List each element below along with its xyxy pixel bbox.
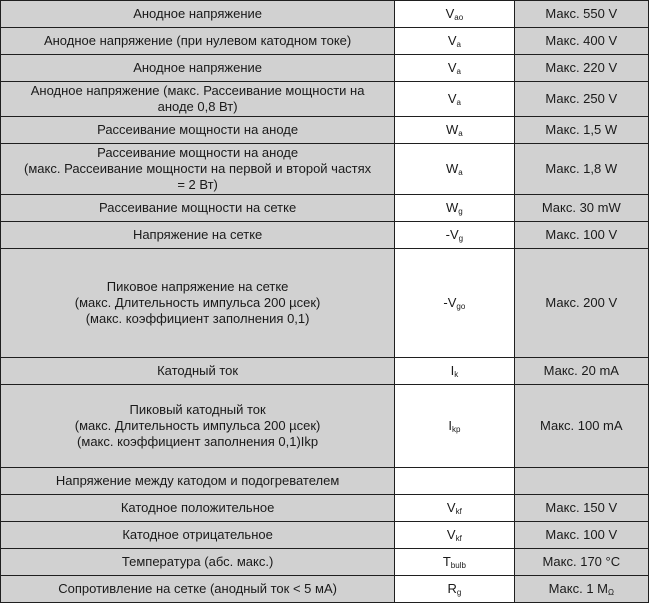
value-cell (514, 55, 648, 82)
symbol-subscript: kp (451, 425, 461, 434)
symbol-cell (395, 358, 514, 385)
value-cell (514, 1, 648, 28)
symbol-text: V (446, 527, 456, 542)
parameter-text: = 2 Вт) (177, 177, 218, 192)
parameter-text: Рассеивание мощности на сетке (99, 200, 297, 215)
symbol-text: V (447, 60, 457, 75)
table-row (1, 249, 649, 358)
parameter-cell (1, 249, 395, 358)
symbol-subscript: g (456, 588, 462, 597)
symbol-cell (395, 195, 514, 222)
value-subscript: Ω (608, 588, 614, 597)
parameter-text: (макс. Длительность импульса 200 µсек) (74, 295, 321, 310)
symbol-cell (395, 495, 514, 522)
table-row (1, 576, 649, 603)
symbol-text: W (446, 122, 459, 137)
parameter-text: (макс. Длительность импульса 200 µсек) (74, 418, 321, 433)
value-text: Макс. 250 V (545, 91, 618, 106)
value-cell (514, 249, 648, 358)
symbol-text: W (446, 200, 459, 215)
symbol-cell (395, 576, 514, 603)
parameter-cell (1, 385, 395, 468)
value-text: Макс. 30 mW (541, 200, 621, 215)
parameter-cell (1, 576, 395, 603)
value-cell (514, 522, 648, 549)
parameter-text: Напряжение между катодом и подогревателем (55, 473, 340, 488)
symbol-text: -V (443, 295, 457, 310)
symbol-text: -V (445, 227, 459, 242)
table-row (1, 1, 649, 28)
symbol-subscript: a (456, 40, 461, 49)
value-text: Макс. 220 V (545, 60, 618, 75)
parameter-text: аноде 0,8 Вт) (157, 99, 238, 114)
symbol-subscript: g (458, 207, 463, 216)
symbol-text: W (446, 161, 459, 176)
symbol-subscript: a (458, 168, 463, 177)
symbol-cell (395, 222, 514, 249)
ratings-table-body (1, 1, 649, 603)
symbol-subscript: kf (455, 507, 462, 516)
table-row (1, 117, 649, 144)
table-row (1, 549, 649, 576)
value-text: Макс. 170 °C (542, 554, 621, 569)
parameter-text: Катодный ток (157, 363, 239, 378)
table-row (1, 28, 649, 55)
value-text: Макс. 100 mA (539, 418, 623, 433)
parameter-text: (макс. коэффициент заполнения 0,1) (85, 311, 310, 326)
symbol-cell (395, 549, 514, 576)
symbol-subscript: a (456, 67, 461, 76)
parameter-cell (1, 1, 395, 28)
value-cell (514, 144, 648, 195)
parameter-text: Напряжение на сетке (132, 227, 263, 242)
table-row (1, 468, 649, 495)
value-cell (514, 358, 648, 385)
parameter-cell (1, 522, 395, 549)
table-row (1, 385, 649, 468)
symbol-cell (395, 82, 514, 117)
parameter-text: Сопротивление на сетке (анодный ток < 5 мА) (58, 581, 337, 596)
value-cell (514, 195, 648, 222)
symbol-cell (395, 117, 514, 144)
symbol-subscript: g (458, 234, 464, 243)
symbol-subscript: go (456, 302, 466, 311)
parameter-cell (1, 195, 395, 222)
symbol-text: V (447, 91, 457, 106)
parameter-text: (макс. Рассеивание мощности на первой и второй частях (24, 161, 372, 176)
table-row (1, 144, 649, 195)
table-row (1, 358, 649, 385)
parameter-text: (макс. коэффициент заполнения 0,1)Ikp (77, 434, 319, 449)
parameter-cell (1, 117, 395, 144)
value-cell (514, 222, 648, 249)
symbol-text: V (446, 500, 456, 515)
parameter-cell (1, 222, 395, 249)
parameter-cell (1, 468, 395, 495)
value-cell (514, 385, 648, 468)
symbol-text: R (447, 581, 457, 596)
value-text: Макс. 1,5 W (545, 122, 618, 137)
symbol-text: I (450, 363, 455, 378)
parameter-text: Пиковое напряжение на сетке (106, 279, 289, 294)
value-text: Макс. 1,8 W (545, 161, 618, 176)
symbol-cell (395, 144, 514, 195)
symbol-cell (395, 385, 514, 468)
value-cell (514, 576, 648, 603)
value-text: Макс. 20 mA (543, 363, 619, 378)
symbol-text: V (445, 6, 455, 21)
parameter-cell (1, 495, 395, 522)
parameter-text: Катодное положительное (120, 500, 275, 515)
table-row (1, 495, 649, 522)
value-cell (514, 549, 648, 576)
table-row (1, 522, 649, 549)
parameter-text: Рассеивание мощности на аноде (97, 145, 299, 160)
value-text: Макс. 150 V (545, 500, 618, 515)
table-row (1, 82, 649, 117)
symbol-subscript: ao (454, 13, 464, 22)
parameter-text: Катодное отрицательное (122, 527, 273, 542)
value-text: Макс. 1 M (548, 581, 608, 596)
value-cell (514, 117, 648, 144)
table-row (1, 222, 649, 249)
parameter-text: Рассеивание мощности на аноде (97, 122, 299, 137)
value-cell (514, 82, 648, 117)
parameter-cell (1, 549, 395, 576)
table-row (1, 55, 649, 82)
parameter-cell (1, 28, 395, 55)
value-text: Макс. 400 V (545, 33, 618, 48)
parameter-cell (1, 144, 395, 195)
symbol-subscript: kf (455, 534, 462, 543)
value-text: Макс. 200 V (545, 295, 618, 310)
value-cell (514, 495, 648, 522)
symbol-subscript: a (458, 129, 463, 138)
symbol-subscript: bulb (450, 561, 466, 570)
parameter-text: Анодное напряжение (при нулевом катодном токе) (43, 33, 352, 48)
parameter-cell (1, 82, 395, 117)
symbol-subscript: a (456, 98, 461, 107)
parameter-text: Анодное напряжение (макс. Рассеивание мощности на (30, 83, 365, 98)
value-text: Макс. 100 V (545, 227, 618, 242)
symbol-cell (395, 249, 514, 358)
parameter-text: Пиковый катодный ток (129, 402, 266, 417)
parameter-cell (1, 55, 395, 82)
symbol-cell (395, 1, 514, 28)
value-cell (514, 28, 648, 55)
symbol-text: I (448, 418, 452, 433)
symbol-cell (395, 28, 514, 55)
value-cell (514, 468, 648, 495)
symbol-cell (395, 55, 514, 82)
parameter-text: Температура (абс. макс.) (121, 554, 274, 569)
value-text: Макс. 550 V (545, 6, 618, 21)
parameter-cell (1, 358, 395, 385)
value-text: Макс. 100 V (545, 527, 618, 542)
table-row (1, 195, 649, 222)
symbol-text: V (447, 33, 457, 48)
symbol-subscript: k (454, 370, 459, 379)
symbol-cell (395, 522, 514, 549)
parameter-text: Анодное напряжение (133, 6, 262, 21)
symbol-text: T (442, 554, 451, 569)
parameter-text: Анодное напряжение (133, 60, 262, 75)
symbol-cell (395, 468, 514, 495)
